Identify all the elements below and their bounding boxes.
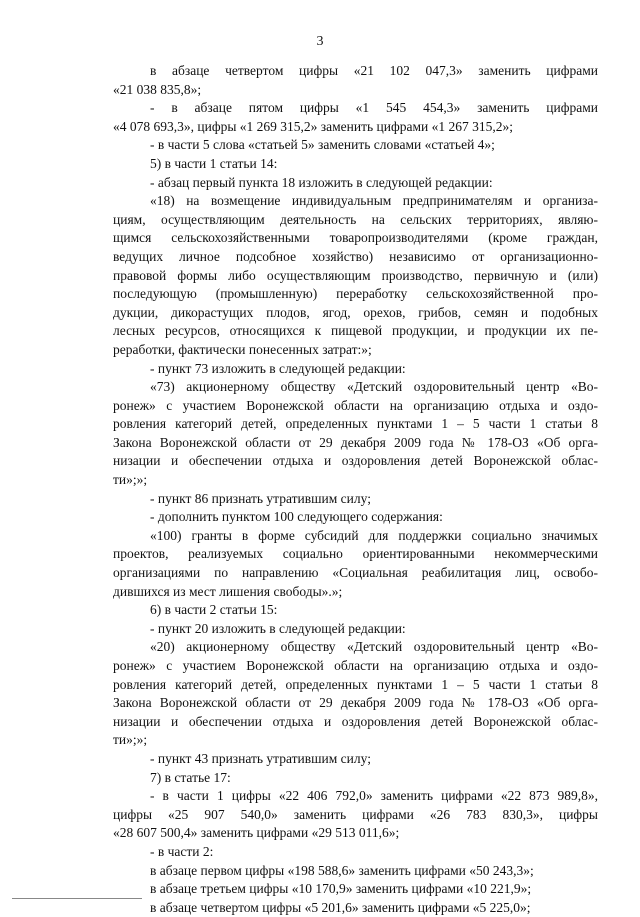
text-line: низации и обеспечении отдыха и оздоровления детей Воронежской облас- xyxy=(113,713,598,729)
text-line: «21 038 835,8»; xyxy=(113,81,202,97)
text-line: - в части 5 слова «статьей 5» заменить словами «статьей 4»; xyxy=(150,137,495,153)
text-line: «20) акционерному обществу «Детский оздоровительный центр «Во- xyxy=(150,639,598,655)
text-line: - абзац первый пункта 18 изложить в следующей редакции: xyxy=(150,174,493,190)
text-line: ти»;»; xyxy=(113,732,148,748)
text-line: ровления категорий детей, определенных пунктами 1 – 5 части 1 статьи 8 xyxy=(113,676,598,692)
text-line: - дополнить пунктом 100 следующего содержания: xyxy=(150,509,443,525)
text-line: «73) акционерному обществу «Детский оздоровительный центр «Во- xyxy=(150,379,598,395)
text-line: «4 078 693,3», цифры «1 269 315,2» заменить цифрами «1 267 315,2»; xyxy=(113,118,513,134)
text-line: дукции, дикорастущих плодов, ягод, орехов, грибов, семян и подобных xyxy=(113,304,598,320)
text-line: правовой формы либо осуществляющим производство, первичную и (или) xyxy=(113,267,598,283)
text-line: ти»;»; xyxy=(113,472,148,488)
text-line: - в части 1 цифры «22 406 792,0» заменить цифрами «22 873 989,8», xyxy=(150,788,598,804)
text-line: низации и обеспечении отдыха и оздоровления детей Воронежской облас- xyxy=(113,453,598,469)
bottom-edge-line xyxy=(12,898,142,899)
text-line: ведущих личное подсобное хозяйство) независимо от организационно- xyxy=(113,248,598,264)
text-line: реработки, фактически понесенных затрат:»; xyxy=(113,341,372,357)
text-line: цифры «25 907 540,0» заменить цифрами «26 783 830,3», цифры xyxy=(113,806,598,822)
page-number: 3 xyxy=(316,34,324,49)
text-line: дившихся из мест лишения свободы».»; xyxy=(113,583,343,599)
text-line: «100) гранты в форме субсидий для поддержки социально значимых xyxy=(150,527,598,543)
text-line: циям, осуществляющим деятельность на сельских территориях, являю- xyxy=(113,211,598,227)
text-line: в абзаце третьем цифры «10 170,9» заменить цифрами «10 221,9»; xyxy=(150,881,532,897)
text-line: - пункт 20 изложить в следующей редакции: xyxy=(150,620,406,636)
text-line: организациями по направлению «Социальная реабилитация лиц, освобо- xyxy=(113,565,598,581)
text-line: в абзаце четвертом цифры «5 201,6» заменить цифрами «5 225,0»; xyxy=(150,899,531,915)
text-line: «28 607 500,4» заменить цифрами «29 513 011,6»; xyxy=(113,825,400,841)
text-line: «18) на возмещение индивидуальным предпринимателям и организа- xyxy=(150,193,598,209)
text-line: - в части 2: xyxy=(150,843,214,859)
text-line: ронеж» с участием Воронежской области на организацию отдыха и оздо- xyxy=(113,658,598,673)
text-line: 6) в части 2 статьи 15: xyxy=(150,602,278,618)
document-body xyxy=(113,62,598,917)
text-line: щимся сельскохозяйственными товаропроизводителями (кроме граждан, xyxy=(113,230,598,246)
text-line: Закона Воронежской области от 29 декабря 2009 года № 178-ОЗ «Об орга- xyxy=(113,695,598,711)
text-line: - пункт 86 признать утратившим силу; xyxy=(150,490,371,506)
text-line: лесных ресурсов, относящихся к пищевой продукции, и продукции их пе- xyxy=(113,323,598,339)
text-line: Закона Воронежской области от 29 декабря 2009 года № 178-ОЗ «Об орга- xyxy=(113,434,598,450)
text-line: - в абзаце пятом цифры «1 545 454,3» заменить цифрами xyxy=(150,100,598,116)
text-line: 5) в части 1 статьи 14: xyxy=(150,155,278,171)
text-line: последующую (промышленную) переработку сельскохозяйственной про- xyxy=(113,286,598,302)
text-line: ровления категорий детей, определенных пунктами 1 – 5 части 1 статьи 8 xyxy=(113,416,598,432)
text-line: 7) в статье 17: xyxy=(150,769,231,785)
text-line: в абзаце четвертом цифры «21 102 047,3» заменить цифрами xyxy=(150,63,598,78)
text-line: - пункт 73 изложить в следующей редакции: xyxy=(150,360,406,376)
text-line: проектов, реализуемых социально ориентированными некоммерческими xyxy=(113,546,598,562)
text-line: ронеж» с участием Воронежской области на организацию отдыха и оздо- xyxy=(113,397,598,413)
text-line: - пункт 43 признать утратившим силу; xyxy=(150,750,371,766)
text-line: в абзаце первом цифры «198 588,6» заменить цифрами «50 243,3»; xyxy=(150,862,534,878)
